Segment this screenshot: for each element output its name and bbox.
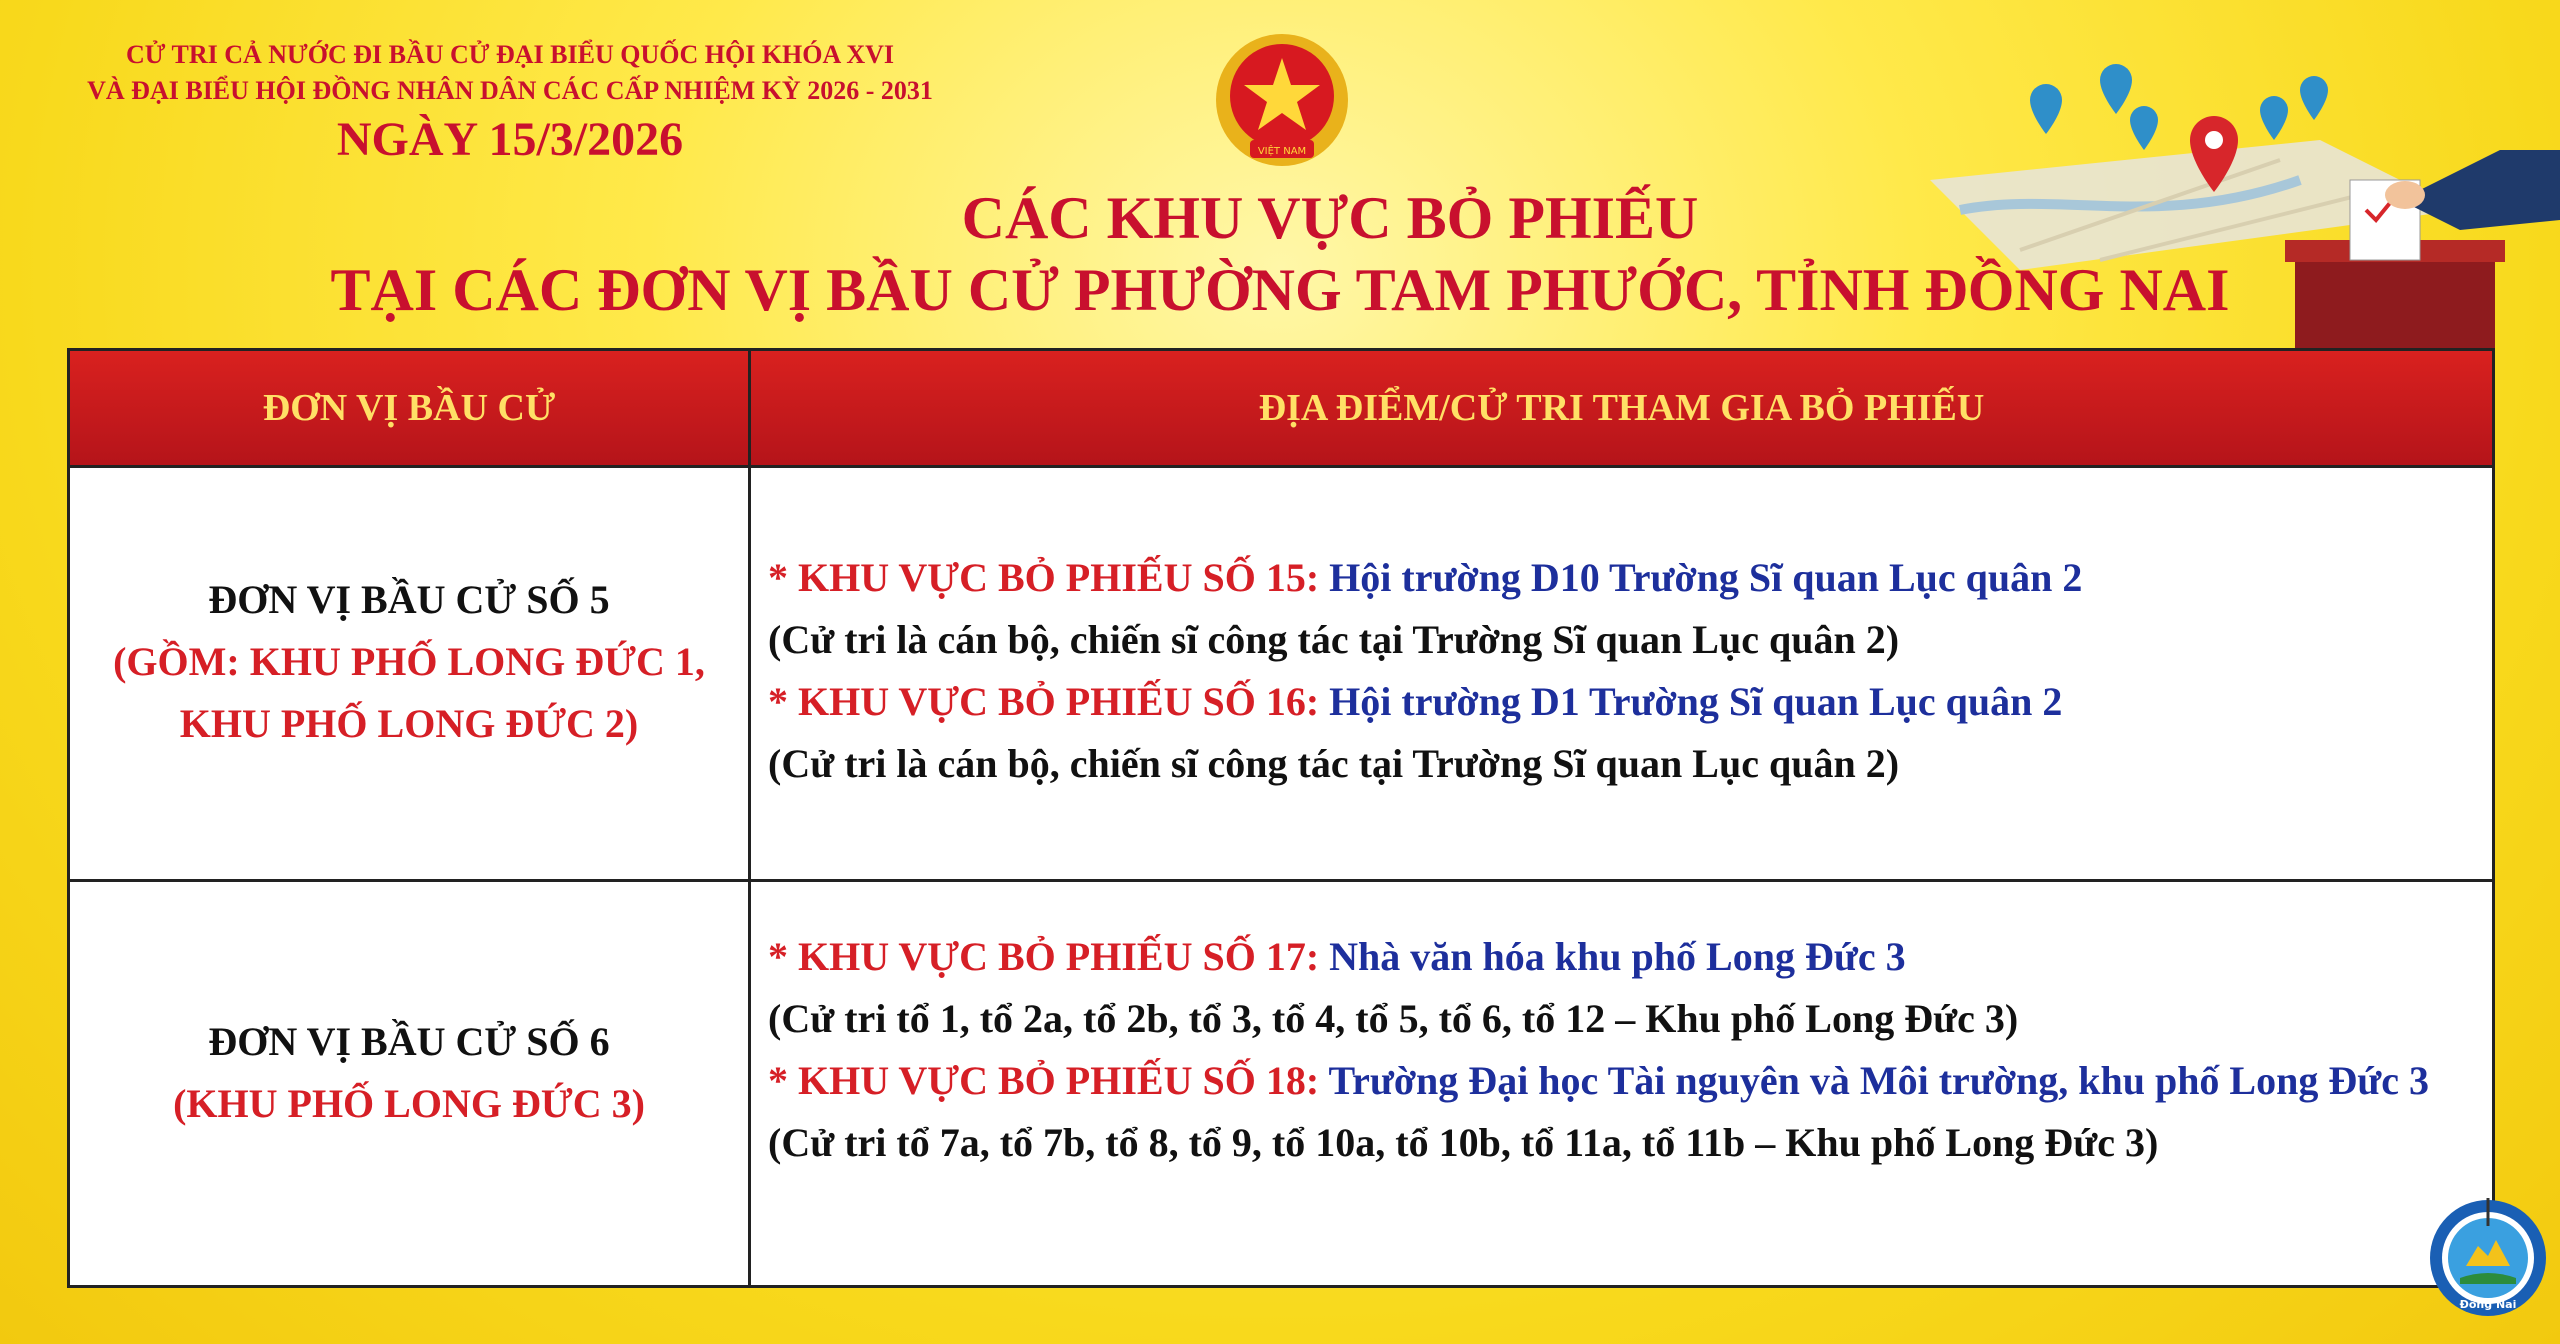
unit-desc: (KHU PHỐ LONG ĐỨC 3) [173, 1081, 645, 1126]
area-label: * KHU VỰC BỎ PHIẾU SỐ 15: [768, 555, 1320, 600]
area-voters: (Cử tri tổ 1, tổ 2a, tổ 2b, tổ 3, tổ 4, tổ 5, tổ 6, tổ 12 – Khu phố Long Đức 3) [768, 996, 2019, 1041]
unit-desc: KHU PHỐ LONG ĐỨC 2) [179, 701, 639, 746]
area-place: Trường Đại học Tài nguyên và Môi trường, khu phố Long Đức 3 [1328, 1058, 2430, 1103]
header-unit: ĐƠN VỊ BẦU CỬ [262, 387, 556, 429]
emblem-label: VIỆT NAM [1257, 146, 1307, 157]
area-place: Hội trường D10 Trường Sĩ quan Lục quân 2 [1329, 555, 2083, 600]
polling-area-15 [768, 547, 2480, 609]
polling-area-18 [768, 1050, 2480, 1112]
unit-cell-5 [70, 569, 748, 755]
header-line-1: CỬ TRI CẢ NƯỚC ĐI BẦU CỬ ĐẠI BIỂU QUỐC HỘI KHÓA XVI [125, 40, 894, 69]
logo-label: Đồng Nai [2459, 1298, 2517, 1311]
area-place: Hội trường D1 Trường Sĩ quan Lục quân 2 [1329, 679, 2063, 724]
unit-desc: (GỒM: KHU PHỐ LONG ĐỨC 1, [113, 639, 705, 684]
polling-area-16 [768, 671, 2480, 733]
area-voters: (Cử tri là cán bộ, chiến sĩ công tác tại Trường Sĩ quan Lục quân 2) [768, 617, 1900, 662]
area-place: Nhà văn hóa khu phố Long Đức 3 [1329, 934, 1906, 979]
unit-cell-6 [70, 1011, 748, 1135]
area-label: * KHU VỰC BỎ PHIẾU SỐ 17: [768, 934, 1320, 979]
election-date: NGÀY 15/3/2026 [336, 113, 684, 166]
location-cell-6 [768, 926, 2480, 1174]
polling-area-17 [768, 926, 2480, 988]
dong-nai-logo-icon [2426, 1196, 2550, 1320]
area-voters: (Cử tri tổ 7a, tổ 7b, tổ 8, tổ 9, tổ 10a, tổ 10b, tổ 11a, tổ 11b – Khu phố Long Đức 3) [768, 1120, 2159, 1165]
location-cell-5 [768, 547, 2480, 795]
header-line-2: VÀ ĐẠI BIỂU HỘI ĐỒNG NHÂN DÂN CÁC CẤP NHIỆM KỲ 2026 - 2031 [87, 76, 933, 105]
national-emblem-icon [1212, 30, 1352, 170]
page-title-line-2: TẠI CÁC ĐƠN VỊ BẦU CỬ PHƯỜNG TAM PHƯỚC, TỈNH ĐỒNG NAI [330, 257, 2230, 323]
page-title-line-1: CÁC KHU VỰC BỎ PHIẾU [961, 185, 1699, 251]
unit-title: ĐƠN VỊ BẦU CỬ SỐ 5 [208, 577, 610, 622]
map-ballot-illustration [1900, 60, 2560, 360]
polling-areas-table [67, 348, 2495, 1288]
area-label: * KHU VỰC BỎ PHIẾU SỐ 18: [768, 1058, 1320, 1103]
unit-title: ĐƠN VỊ BẦU CỬ SỐ 6 [208, 1019, 610, 1064]
table-header [70, 351, 2492, 468]
header-location: ĐỊA ĐIỂM/CỬ TRI THAM GIA BỎ PHIẾU [1258, 387, 1985, 429]
area-voters: (Cử tri là cán bộ, chiến sĩ công tác tại Trường Sĩ quan Lục quân 2) [768, 741, 1900, 786]
column-divider [748, 351, 751, 1285]
area-label: * KHU VỰC BỎ PHIẾU SỐ 16: [768, 679, 1320, 724]
row-divider [70, 879, 2492, 882]
